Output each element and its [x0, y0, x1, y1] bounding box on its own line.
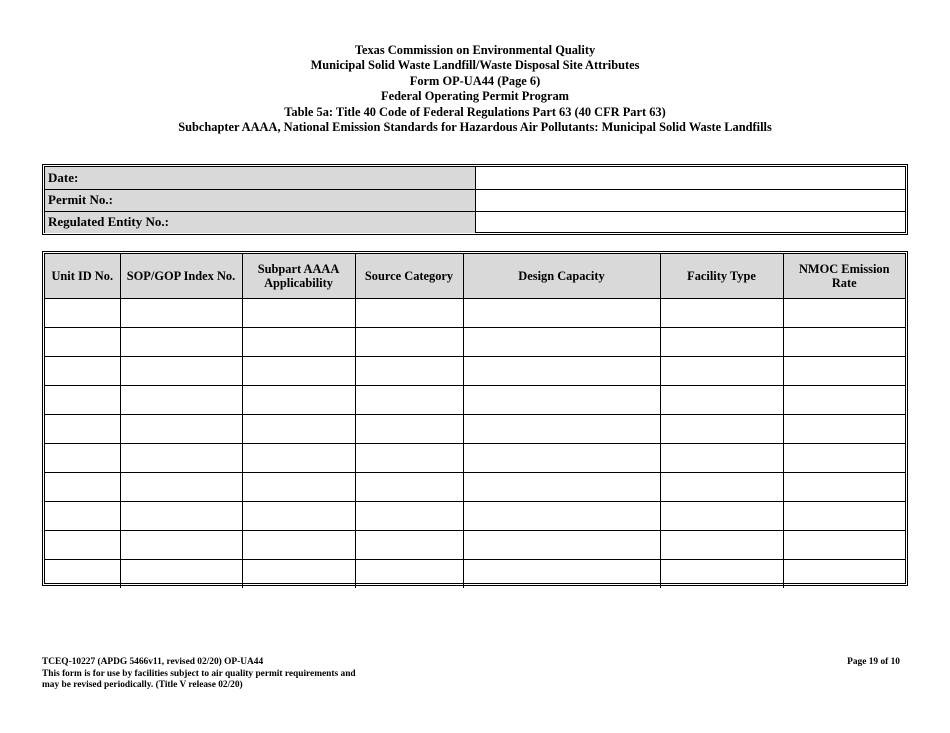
cell-unit-id[interactable]: [45, 443, 120, 472]
form-revision-line: TCEQ-10227 (APDG 5466v11, revised 02/20) OP-UA44: [42, 657, 264, 667]
cell-unit-id[interactable]: [45, 530, 120, 559]
cell-nmoc-emission-rate[interactable]: [783, 530, 905, 559]
regulated-entity-label: Regulated Entity No.:: [45, 211, 475, 233]
column-header-sop-gop-index: SOP/GOP Index No.: [120, 254, 242, 298]
form-footer: [42, 657, 356, 692]
table-row: [45, 530, 905, 559]
cell-subpart-applicability[interactable]: [242, 472, 355, 501]
cell-unit-id[interactable]: [45, 327, 120, 356]
cell-nmoc-emission-rate[interactable]: [783, 298, 905, 327]
cell-facility-type[interactable]: [660, 501, 783, 530]
program-name: Federal Operating Permit Program: [381, 89, 569, 104]
column-header-nmoc-emission-rate: NMOC Emission Rate: [783, 254, 905, 298]
cell-design-capacity[interactable]: [463, 472, 660, 501]
cell-sop-gop-index[interactable]: [120, 298, 242, 327]
cell-source-category[interactable]: [355, 414, 463, 443]
cell-sop-gop-index[interactable]: [120, 385, 242, 414]
cell-design-capacity[interactable]: [463, 414, 660, 443]
form-header: [0, 43, 950, 135]
cell-facility-type[interactable]: [660, 356, 783, 385]
attributes-table: [45, 254, 905, 588]
table-body: [45, 298, 905, 588]
identification-table: [45, 167, 905, 233]
table-header-row: [45, 254, 905, 298]
date-field[interactable]: [475, 167, 905, 189]
cell-subpart-applicability[interactable]: [242, 443, 355, 472]
cell-source-category[interactable]: [355, 472, 463, 501]
column-header-source-category: Source Category: [355, 254, 463, 298]
subchapter-title: Subchapter AAAA, National Emission Standards for Hazardous Air Pollutants: Municipal Solid Waste Landfills: [178, 120, 772, 135]
column-header-design-capacity: Design Capacity: [463, 254, 660, 298]
cell-nmoc-emission-rate[interactable]: [783, 443, 905, 472]
usage-note-line-2: may be revised periodically. (Title V release 02/20): [42, 680, 243, 691]
permit-number-label: Permit No.:: [45, 189, 475, 211]
date-label: Date:: [45, 167, 475, 189]
attributes-block: [42, 251, 908, 586]
cell-source-category[interactable]: [355, 443, 463, 472]
form-subject: Municipal Solid Waste Landfill/Waste Disposal Site Attributes: [310, 58, 640, 73]
cell-design-capacity[interactable]: [463, 385, 660, 414]
cell-source-category[interactable]: [355, 298, 463, 327]
cell-sop-gop-index[interactable]: [120, 443, 242, 472]
permit-number-field[interactable]: [475, 189, 905, 211]
cell-source-category[interactable]: [355, 385, 463, 414]
cell-facility-type[interactable]: [660, 327, 783, 356]
cell-design-capacity[interactable]: [463, 501, 660, 530]
cell-unit-id[interactable]: [45, 472, 120, 501]
table-row: [45, 356, 905, 385]
cell-design-capacity[interactable]: [463, 327, 660, 356]
cell-sop-gop-index[interactable]: [120, 559, 242, 588]
cell-sop-gop-index[interactable]: [120, 472, 242, 501]
page-number: Page 19 of 10: [847, 657, 900, 667]
cell-sop-gop-index[interactable]: [120, 530, 242, 559]
cell-source-category[interactable]: [355, 530, 463, 559]
form-number: Form OP-UA44 (Page 6): [409, 73, 541, 88]
cell-nmoc-emission-rate[interactable]: [783, 356, 905, 385]
usage-note-line-1: This form is for use by facilities subject to air quality permit requirements and: [42, 668, 356, 679]
cell-subpart-applicability[interactable]: [242, 530, 355, 559]
cell-sop-gop-index[interactable]: [120, 414, 242, 443]
cell-nmoc-emission-rate[interactable]: [783, 414, 905, 443]
table-row: [45, 472, 905, 501]
cell-sop-gop-index[interactable]: [120, 501, 242, 530]
cell-facility-type[interactable]: [660, 443, 783, 472]
cell-subpart-applicability[interactable]: [242, 356, 355, 385]
table-title: Table 5a: Title 40 Code of Federal Regulations Part 63 (40 CFR Part 63): [284, 104, 666, 119]
cell-sop-gop-index[interactable]: [120, 327, 242, 356]
cell-source-category[interactable]: [355, 501, 463, 530]
cell-design-capacity[interactable]: [463, 298, 660, 327]
cell-source-category[interactable]: [355, 356, 463, 385]
table-row: [45, 385, 905, 414]
cell-design-capacity[interactable]: [463, 443, 660, 472]
cell-design-capacity[interactable]: [463, 530, 660, 559]
cell-unit-id[interactable]: [45, 356, 120, 385]
table-row: [45, 327, 905, 356]
cell-nmoc-emission-rate[interactable]: [783, 472, 905, 501]
table-row: [45, 414, 905, 443]
cell-nmoc-emission-rate[interactable]: [783, 385, 905, 414]
cell-design-capacity[interactable]: [463, 559, 660, 588]
cell-subpart-applicability[interactable]: [242, 385, 355, 414]
regulated-entity-field[interactable]: [475, 211, 905, 233]
identification-block: [42, 164, 908, 235]
column-header-facility-type: Facility Type: [660, 254, 783, 298]
cell-source-category[interactable]: [355, 327, 463, 356]
cell-facility-type[interactable]: [660, 530, 783, 559]
cell-unit-id[interactable]: [45, 559, 120, 588]
cell-subpart-applicability[interactable]: [242, 298, 355, 327]
cell-source-category[interactable]: [355, 559, 463, 588]
cell-facility-type[interactable]: [660, 472, 783, 501]
cell-facility-type[interactable]: [660, 559, 783, 588]
cell-facility-type[interactable]: [660, 385, 783, 414]
cell-nmoc-emission-rate[interactable]: [783, 327, 905, 356]
cell-subpart-applicability[interactable]: [242, 559, 355, 588]
table-row: [45, 298, 905, 327]
cell-subpart-applicability[interactable]: [242, 327, 355, 356]
agency-title: Texas Commission on Environmental Quality: [354, 43, 596, 57]
cell-facility-type[interactable]: [660, 414, 783, 443]
cell-unit-id[interactable]: [45, 501, 120, 530]
cell-nmoc-emission-rate[interactable]: [783, 501, 905, 530]
cell-subpart-applicability[interactable]: [242, 414, 355, 443]
cell-unit-id[interactable]: [45, 298, 120, 327]
cell-facility-type[interactable]: [660, 298, 783, 327]
cell-unit-id[interactable]: [45, 414, 120, 443]
cell-design-capacity[interactable]: [463, 356, 660, 385]
cell-sop-gop-index[interactable]: [120, 356, 242, 385]
column-header-subpart-applicability: Subpart AAAA Applicability: [242, 254, 355, 298]
column-header-unit-id: Unit ID No.: [45, 254, 120, 298]
table-row: [45, 443, 905, 472]
cell-subpart-applicability[interactable]: [242, 501, 355, 530]
cell-unit-id[interactable]: [45, 385, 120, 414]
table-row: [45, 559, 905, 588]
table-row: [45, 501, 905, 530]
cell-nmoc-emission-rate[interactable]: [783, 559, 905, 588]
